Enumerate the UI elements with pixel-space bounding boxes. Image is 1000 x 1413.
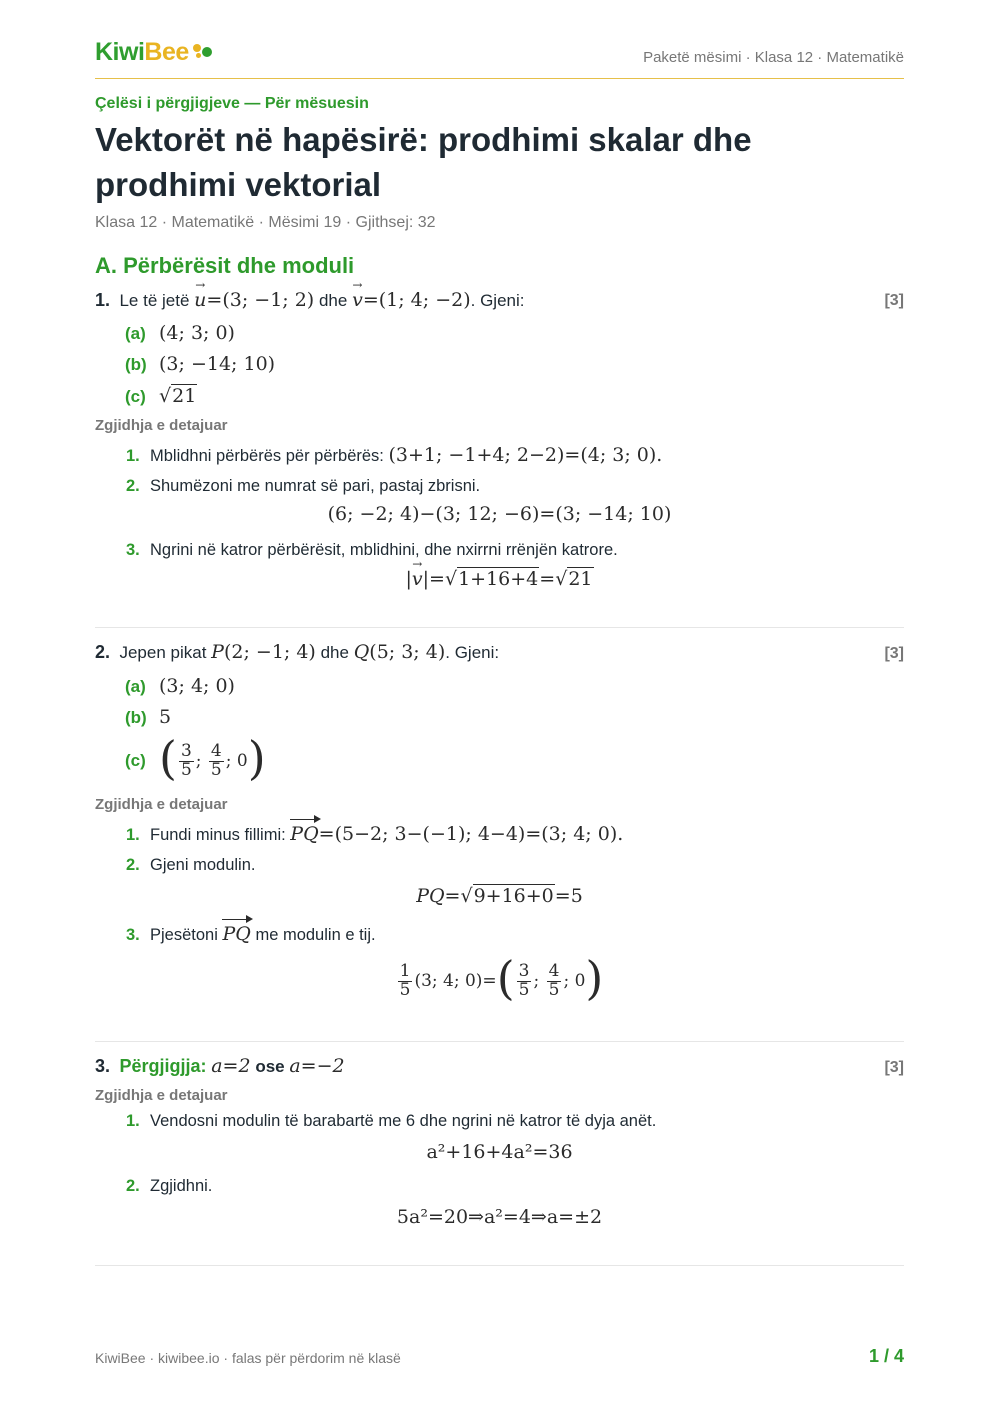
solution-step-1 — [126, 1112, 656, 1131]
step-equation: (6; −2; 4)−(3; 12; −6)=(3; −14; 10) — [327, 503, 672, 525]
step-text: Zgjidhni. — [150, 1177, 213, 1195]
square-root: √21 — [159, 385, 197, 407]
step-equation: a²+16+4a²=36 — [426, 1141, 573, 1163]
answer-option-a — [125, 322, 235, 344]
answer-option-c — [125, 385, 197, 407]
solution-step-2 — [126, 1177, 212, 1196]
solution-heading: Zgjidhja e detajuar — [95, 1087, 228, 1104]
question-number: 2. — [95, 642, 111, 662]
step-number: 1. — [126, 447, 140, 465]
answer-connector: ose — [255, 1057, 285, 1076]
vector-u-value: (3; −1; 2) — [222, 289, 315, 311]
question-3 — [95, 1055, 345, 1077]
section-heading: A. Përbërësit dhe moduli — [95, 253, 355, 278]
solution-step-3 — [126, 923, 376, 945]
point-q: Q — [353, 641, 370, 663]
step-equation: $\frac{1}{5}$ (3; 4; 0)=( $\frac{3}{5}$ ; $\frac{4}{5}$ ; 0) — [399, 951, 604, 1005]
marks-badge: [3] — [884, 292, 904, 309]
vector-v: → v — [352, 278, 363, 311]
question-text: Le të jetë — [119, 291, 190, 310]
option-label: (b) — [125, 708, 147, 727]
breadcrumb: Paketë mësimi · Klasa 12 · Matematikë — [643, 49, 904, 66]
solution-step-1 — [126, 444, 662, 466]
solution-heading: Zgjidhja e detajuar — [95, 796, 228, 813]
answer-option-b — [125, 706, 171, 728]
option-value: (4; 3; 0) — [159, 322, 235, 344]
question-text: . Gjeni: — [470, 291, 525, 310]
step-equation: PQ=√9+16+0=5 — [416, 885, 583, 907]
step-text: Mblidhni përbërës për përbërës: — [150, 447, 384, 465]
step-equation: 5a²=20⇒a²=4⇒a=±2 — [396, 1206, 603, 1228]
solution-heading: Zgjidhja e detajuar — [95, 417, 228, 434]
answer-key-label: Çelësi i përgjigjeve — Për mësuesin — [95, 95, 369, 112]
point-p-coords: (2; −1; 4) — [223, 641, 316, 663]
question-text: . Gjeni: — [445, 643, 500, 662]
question-text: dhe — [320, 643, 349, 662]
step-math: (3+1; −1+4; 2−2)=(4; 3; 0). — [388, 444, 663, 466]
step-text: Gjeni modulin. — [150, 856, 256, 874]
question-1: 1. Le të jetë → u=(3; −1; 2) dhe → v=(1; 4; −2). Gjeni: — [95, 278, 525, 311]
question-2 — [95, 641, 499, 663]
option-label: (c) — [125, 751, 146, 770]
point-q-coords: (5; 3; 4) — [369, 641, 446, 663]
kiwibee-logo — [95, 38, 213, 67]
step-text: Ngrini në katror përbërësit, mblidhini, dhe nxirrni rrënjën katrore. — [150, 541, 618, 559]
option-value: 5 — [159, 706, 172, 728]
vector-pq: PQ — [290, 823, 318, 845]
step-number: 3. — [126, 541, 140, 559]
vector-u: → u — [194, 278, 207, 311]
solution-step-2 — [126, 477, 480, 496]
answer-label: Përgjigjja: — [119, 1056, 207, 1076]
step-text: Fundi minus fillimi: — [150, 826, 286, 844]
document-meta: Klasa 12 · Matematikë · Mësimi 19 · Gjithsej: 32 — [95, 214, 436, 231]
answer-value: a=2 — [211, 1055, 251, 1077]
page-number: 1 / 4 — [868, 1346, 904, 1366]
step-number: 2. — [126, 856, 140, 874]
marks-badge: [3] — [884, 1059, 904, 1076]
vector-pq: PQ — [222, 923, 250, 945]
option-label: (a) — [125, 677, 146, 696]
question-text: dhe — [318, 291, 348, 310]
solution-step-3 — [126, 541, 618, 560]
step-equation: | → v|=√1+16+4=√21 — [405, 557, 593, 590]
marks-badge: [3] — [884, 645, 904, 662]
step-text: Shumëzoni me numrat së pari, pastaj zbrisni. — [150, 477, 481, 495]
option-value: (3; 4; 0) — [159, 675, 235, 697]
option-value: (3; −14; 10) — [159, 353, 276, 375]
question-divider — [95, 627, 904, 628]
step-text: Vendosni modulin të barabartë me 6 dhe ngrini në katror të dyja anët. — [150, 1112, 657, 1130]
header-divider — [95, 78, 904, 79]
vector-v-value: (1; 4; −2) — [378, 289, 471, 311]
question-divider — [95, 1265, 904, 1266]
step-math: =(5−2; 3−(−1); 4−4)=(3; 4; 0). — [318, 823, 624, 845]
option-value: ( $\frac{3}{5}$ ; $\frac{4}{5}$ ; 0) — [159, 731, 266, 785]
option-label: (c) — [125, 387, 146, 406]
answer-option-c — [125, 731, 266, 785]
step-number: 2. — [126, 477, 140, 495]
point-p: P — [211, 641, 224, 663]
step-number: 3. — [126, 926, 140, 944]
question-number: 3. — [95, 1056, 111, 1076]
footer-text: KiwiBee · kiwibee.io · falas për përdorim në klasë — [95, 1350, 401, 1366]
page-title: Vektorët në hapësirë: prodhimi skalar dhe prodhimi vektorial — [95, 121, 752, 203]
answer-value: a=−2 — [289, 1055, 345, 1077]
solution-step-1 — [126, 823, 623, 845]
option-label: (a) — [125, 324, 146, 343]
logo-kiwi-text: Kiwi — [95, 38, 145, 66]
option-label: (b) — [125, 355, 147, 374]
question-divider — [95, 1041, 904, 1042]
logo-bee-text: Bee — [144, 38, 189, 66]
step-text: me modulin e tij. — [255, 926, 376, 944]
question-text: Jepen pikat — [119, 643, 207, 662]
answer-option-b — [125, 353, 275, 375]
step-text: Pjesëtoni — [150, 926, 218, 944]
step-number: 1. — [126, 826, 140, 844]
logo-dots-icon — [193, 42, 213, 60]
solution-step-2 — [126, 856, 255, 875]
step-number: 2. — [126, 1177, 140, 1195]
question-number: 1. — [95, 290, 111, 310]
answer-option-a — [125, 675, 235, 697]
step-number: 1. — [126, 1112, 140, 1130]
